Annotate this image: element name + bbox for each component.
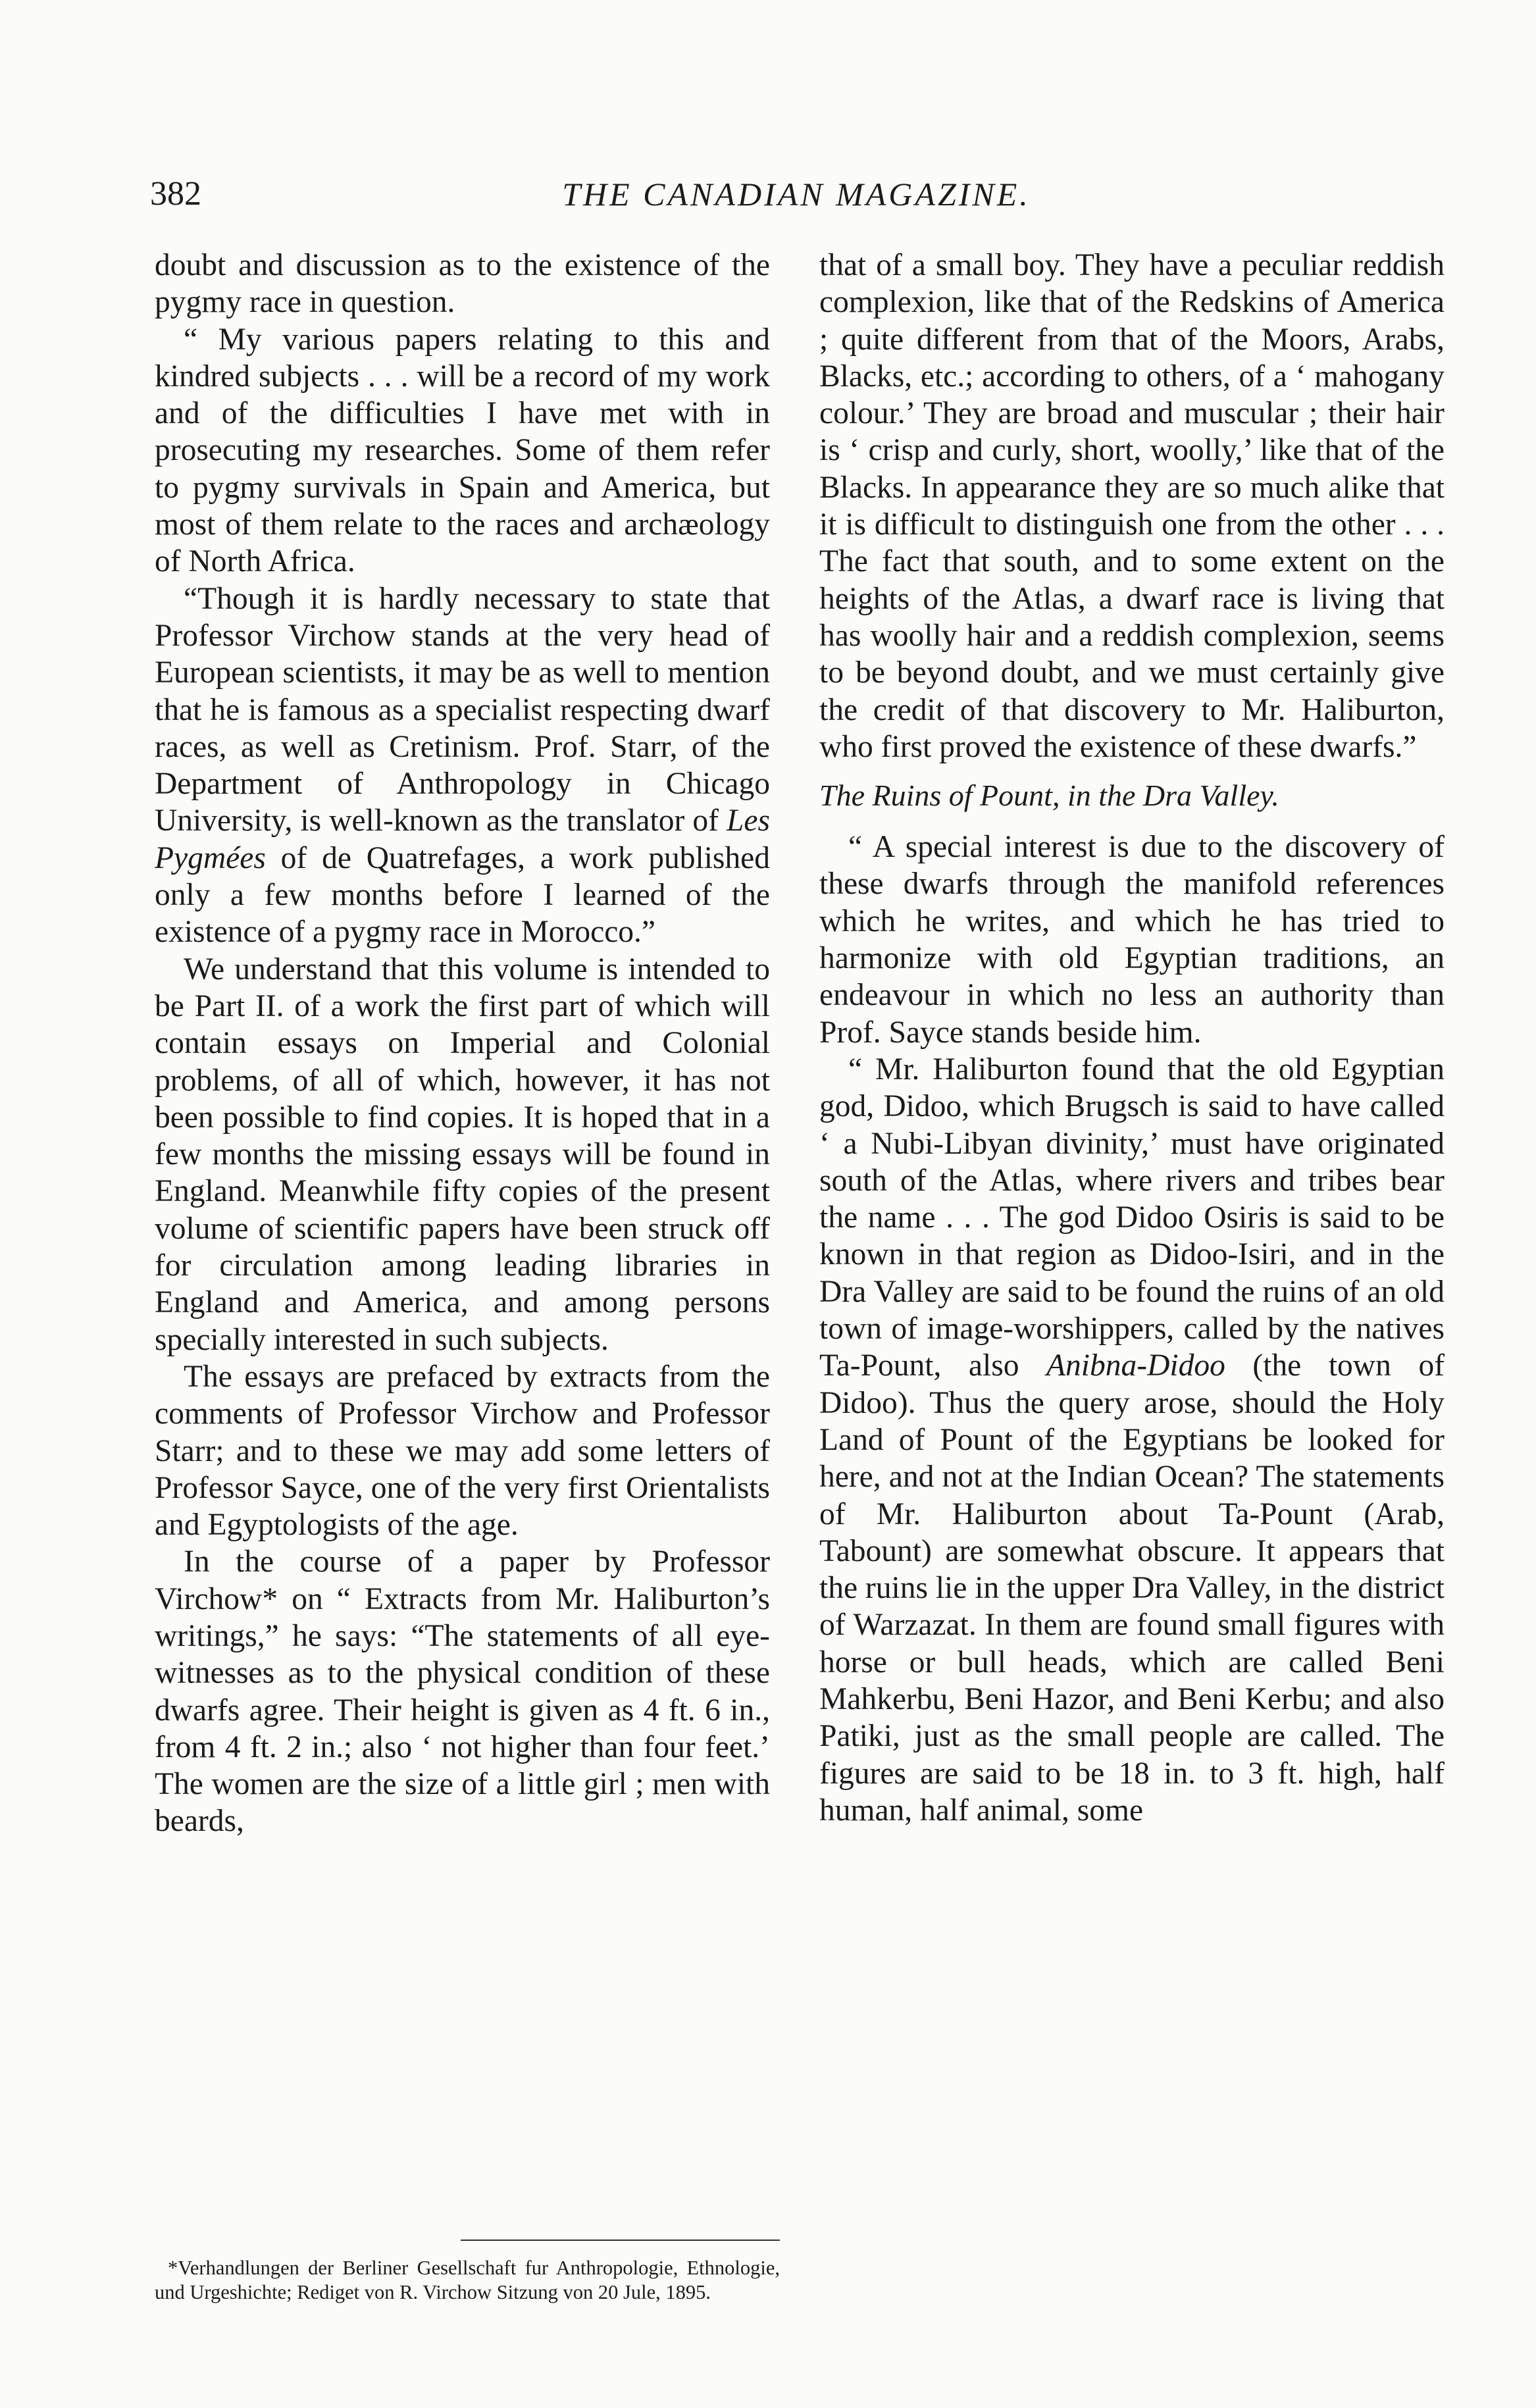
left-column <box>155 247 770 1840</box>
page-number: 382 <box>150 175 201 213</box>
section-heading: The Ruins of Pount, in the Dra Valley. <box>819 779 1279 813</box>
paragraph: “ My various papers relating to this and kindred subjects . . . will be a record of my work and of the difficulties I have met with in prosecuting my researches. Some of them refer to pygmy survivals in Spain and America, but most of them relate to the races and archæology of North Africa. <box>155 322 770 579</box>
paragraph <box>819 1051 1445 1829</box>
paragraph: In the course of a paper by Professor Virchow* on “ Extracts from Mr. Haliburton’s writings,” he says: “The statements of all eye-witnesses as to the physical condition of these dwarfs agree. Their height is given as 4 ft. 6 in., from 4 ft. 2 in.; also ‘ not higher than four feet.’ The women are the size of a little girl ; men with beards, <box>155 1545 770 1839</box>
paragraph: “ A special interest is due to the discovery of these dwarfs through the manifold references which he writes, and which he has tried to harmonize with old Egyptian traditions, an endeavour in which no less an authority than Prof. Sayce stands beside him. <box>819 830 1445 1050</box>
footnote <box>155 2256 780 2305</box>
paragraph: doubt and discussion as to the existence of the pygmy race in question. <box>155 248 770 320</box>
footnote-text: *Verhandlungen der Berliner Gesellschaft fur Anthropologie, Ethnologie, und Urgeshichte; Rediget von R. Virchow Sitzung von 20 Jule, 1895. <box>155 2257 780 2303</box>
running-title: THE CANADIAN MAGAZINE. <box>562 176 1031 213</box>
paragraph-text: “ Mr. Haliburton found that the old Egyptian god, Didoo, which Brugsch is said to have called ‘ a Nubi-Libyan divinity,’ must have originated south of the Atlas, where rivers and tribes bear the name . . . The god Didoo Osiris is said to be known in that region as Didoo-Isiri, and in the Dra Valley are said to be found the ruins of an old town of image-worshippers, called by the natives Ta-Pount, also <box>819 1052 1445 1383</box>
paragraph <box>155 580 770 951</box>
paragraph: that of a small boy. They have a peculiar reddish complexion, like that of the Redskins of America ; quite different from that of the Moors, Arabs, Blacks, etc.; according to others, of a ‘ mahogany colour.’ They are broad and muscular ; their hair is ‘ crisp and curly, short, woolly,’ like that of the Blacks. In appearance they are so much alike that it is difficult to distinguish one from the other . . . The fact that south, and to some extent on the heights of the Atlas, a dwarf race is living that has woolly hair and a reddish complexion, seems to be beyond doubt, and we must certainly give the credit of that discovery to Mr. Haliburton, who first proved the existence of these dwarfs.” <box>819 248 1445 764</box>
paragraph-text: of de Quatrefages, a work published only a few months before I learned of the existence of a pygmy race in Morocco.” <box>155 840 770 950</box>
paragraph-text: (the town of Didoo). Thus the query arose, should the Holy Land of Pount of the Egyptians be looked for here, and not at the Indian Ocean? The statements of Mr. Haliburton about Ta-Pount (Arab, Tabount) are somewhat obscure. It appears that the ruins lie in the upper Dra Valley, in the district of Warzazat. In them are found small figures with horse or bull heads, which are called Beni Mahkerbu, Beni Hazor, and Beni Kerbu; and also Patiki, just as the small people are called. The figures are said to be 18 in. to 3 ft. high, half human, half animal, some <box>819 1348 1445 1828</box>
paragraph: We understand that this volume is intended to be Part II. of a work the first part of which will contain essays on Imperial and Colonial problems, of all of which, however, it has not been possible to find copies. It is hoped that in a few months the missing essays will be found in England. Meanwhile fifty copies of the present volume of scientific papers have been struck off for circulation among leading libraries in England and America, and among persons specially interested in such subjects. <box>155 952 770 1357</box>
book-title: Les Pygmées <box>155 804 770 875</box>
right-column <box>819 247 1445 1829</box>
footnote-divider <box>461 2240 780 2241</box>
place-name: Anibna-Didoo <box>1046 1348 1225 1383</box>
paragraph: The essays are prefaced by extracts from the comments of Professor Virchow and Professor Starr; and to these we may add some letters of Professor Sayce, one of the very first Orientalists and Egyptologists of the age. <box>155 1359 770 1543</box>
paragraph-text: “Though it is hardly necessary to state that Professor Virchow stands at the very head of European scientists, it may be as well to mention that he is famous as a specialist respecting dwarf races, as well as Cretinism. Prof. Starr, of the Department of Anthropology in Chicago University, is well-known as the translator of <box>155 581 770 838</box>
page-header <box>0 168 1536 220</box>
